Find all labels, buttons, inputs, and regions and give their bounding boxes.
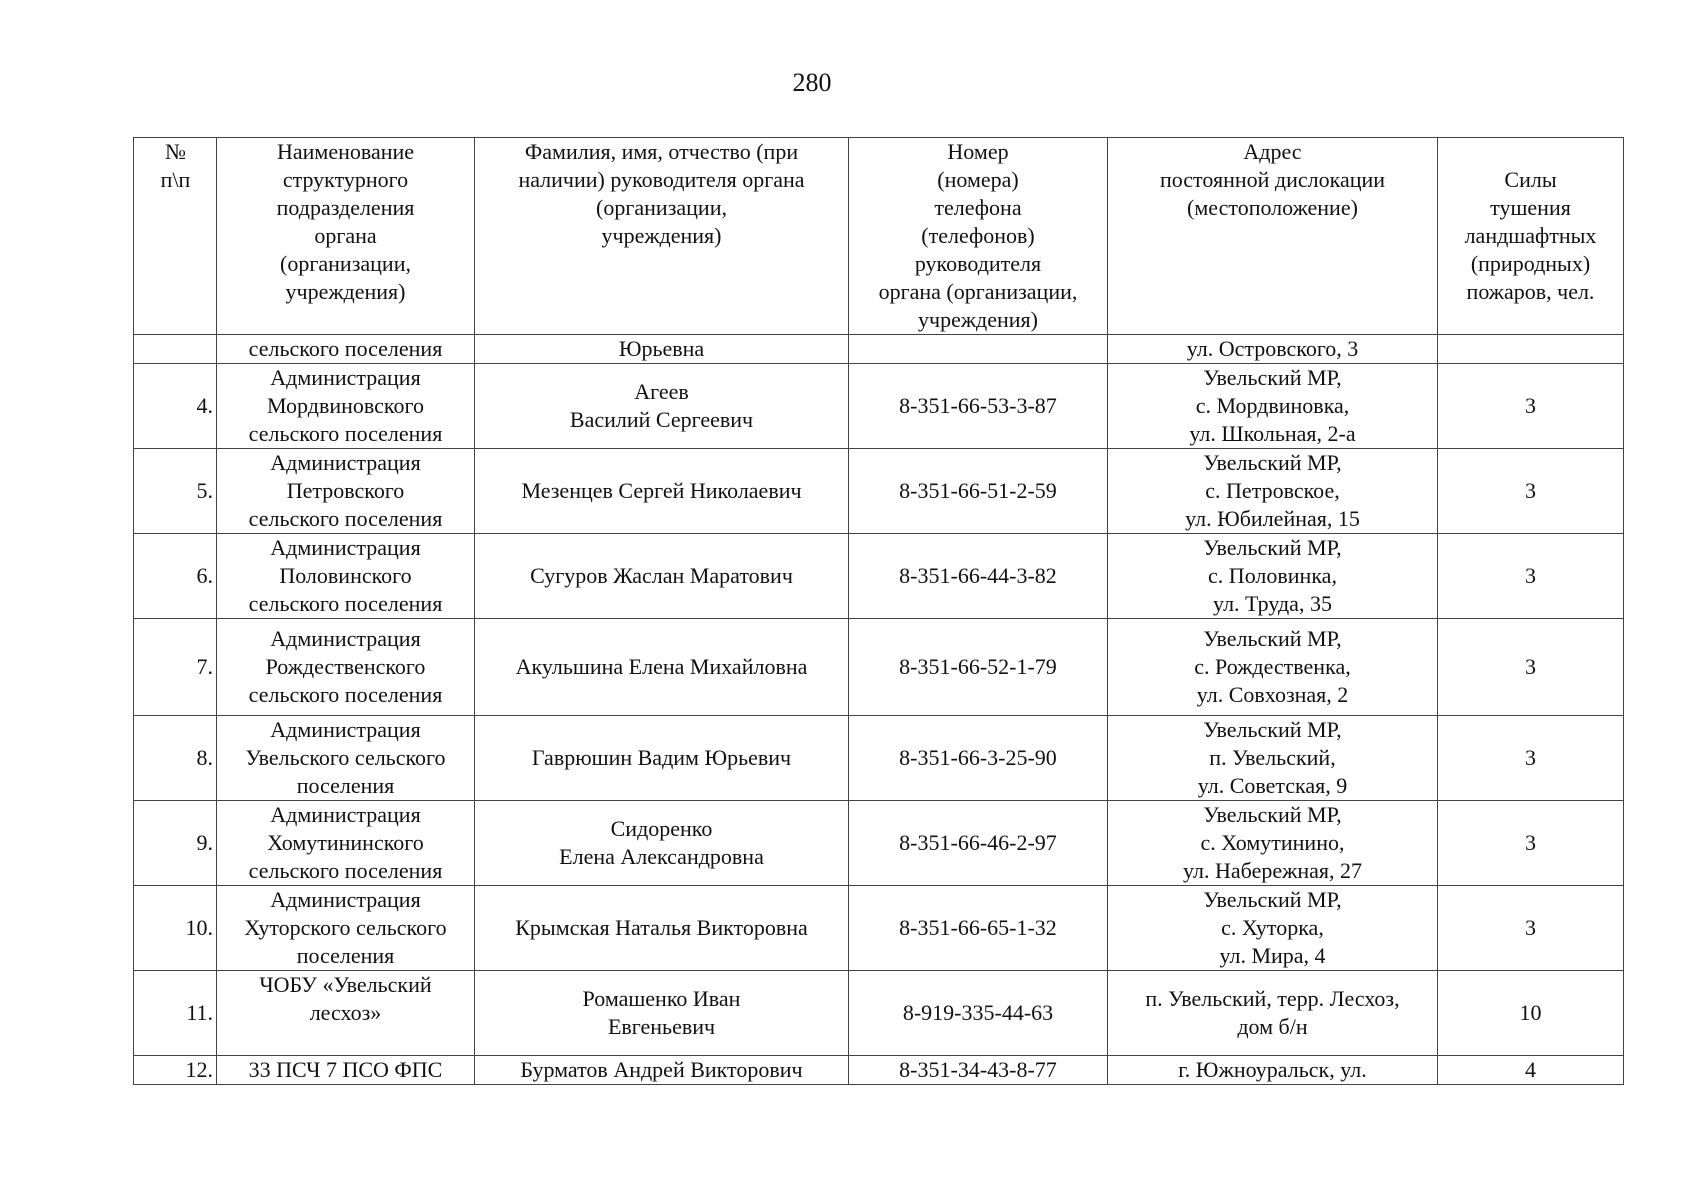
cell-head-line: Крымская Наталья Викторовна [515,915,808,940]
header-name-line: (организации, [280,251,411,276]
cell-name-line: Администрация [270,887,421,912]
cell-address [1108,971,1438,1056]
page-number: 280 [792,68,832,97]
cell-address-line: ул. Советская, 9 [1197,773,1348,798]
cell-name [217,449,475,534]
cell-address-line: Увельский МР, [1203,450,1342,475]
cell-address-line: с. Петровское, [1205,478,1340,503]
header-name-line: учреждения) [285,279,406,304]
cell-head [475,716,849,801]
cell-name-line: Хомутининского [267,830,424,855]
cell-phone [849,335,1108,364]
header-forces-line: ландшафтных [1464,223,1597,248]
cell-head [475,886,849,971]
header-num-line: № [165,139,186,164]
cell-head-line: Мезенцев Сергей Николаевич [521,478,802,503]
header-forces-line: тушения [1490,195,1571,220]
cell-name-line: Администрация [270,535,421,560]
cell-name-line: Администрация [270,365,421,390]
cell-num: 5. [134,449,217,534]
table-row [134,886,1624,971]
cell-name [217,619,475,716]
cell-name-line: сельского поселения [248,591,443,616]
table-header-row [134,138,1624,335]
cell-head [475,335,849,364]
cell-forces: 3 [1438,716,1624,801]
cell-phone: 8-351-66-46-2-97 [849,801,1108,886]
header-head-line: (организации, [596,195,727,220]
cell-name [217,534,475,619]
header-name-line: структурного [282,167,409,192]
table-row [134,801,1624,886]
header-phone [849,138,1108,335]
cell-address-line: Увельский МР, [1203,365,1342,390]
cell-forces: 10 [1438,971,1624,1056]
header-phone-line: телефона [934,195,1022,220]
cell-forces [1438,335,1624,364]
cell-phone: 8-351-66-52-1-79 [849,619,1108,716]
cell-name [217,364,475,449]
cell-name-line: Петровского [286,478,405,503]
cell-num: 8. [134,716,217,801]
cell-head-line: Василий Сергеевич [569,407,754,432]
header-address-line: Адрес [1243,139,1302,164]
header-phone-line: (телефонов) [921,223,1035,248]
header-num-line: п\п [160,167,191,192]
cell-forces: 3 [1438,801,1624,886]
cell-name-line: Хуторского сельского [244,915,447,940]
cell-head-line: Агеев [634,379,689,404]
header-address-line: (местоположение) [1187,195,1358,220]
header-head-line: Фамилия, имя, отчество (при [524,139,799,164]
header-name-line: органа [314,223,377,248]
table-row [134,335,1624,364]
cell-head-line: Евгеньевич [607,1014,716,1039]
header-phone-line: руководителя [914,251,1042,276]
cell-name-line: Администрация [270,717,421,742]
cell-address [1108,619,1438,716]
header-forces-line: (природных) [1470,251,1591,276]
units-table [133,137,1624,1085]
header-forces [1438,138,1624,335]
cell-name [217,801,475,886]
cell-head [475,364,849,449]
table-row [134,971,1624,1056]
cell-address-line: ул. Совхозная, 2 [1196,682,1349,707]
cell-address-line: с. Хомутинино, [1200,830,1345,855]
cell-head-line: Елена Александровна [559,844,764,869]
cell-address-line: с. Рождественка, [1194,654,1351,679]
cell-phone: 8-351-66-3-25-90 [849,716,1108,801]
cell-address [1108,716,1438,801]
cell-address-line: с. Хуторка, [1221,915,1324,940]
cell-name-line: лесхоз» [309,1000,382,1025]
cell-forces: 3 [1438,534,1624,619]
cell-name [217,335,475,364]
cell-name [217,886,475,971]
table-row [134,1056,1624,1085]
header-address [1108,138,1438,335]
cell-head [475,1056,849,1085]
cell-phone: 8-351-66-51-2-59 [849,449,1108,534]
cell-address [1108,364,1438,449]
cell-address-line: Увельский МР, [1203,535,1342,560]
cell-name-line: сельского поселения [248,506,443,531]
cell-phone: 8-351-34-43-8-77 [849,1056,1108,1085]
header-head [475,138,849,335]
cell-name-line: Администрация [270,802,421,827]
header-forces-line: Силы [1504,167,1557,192]
cell-address-line: ул. Островского, 3 [1186,336,1359,361]
cell-forces: 3 [1438,619,1624,716]
header-name [217,138,475,335]
header-phone-line: (номера) [937,167,1019,192]
cell-num: 11. [134,971,217,1056]
header-head-line: наличии) руководителя органа [518,167,805,192]
cell-name [217,1056,475,1085]
header-name-line: Наименование [276,139,415,164]
header-name-line: подразделения [276,195,415,220]
cell-address-line: с. Мордвиновка, [1195,393,1350,418]
cell-head-line: Акульшина Елена Михайловна [515,654,808,679]
cell-address [1108,335,1438,364]
cell-address-line: Увельский МР, [1203,717,1342,742]
cell-forces: 3 [1438,449,1624,534]
cell-name-line: Увельского сельского [245,745,446,770]
table-row [134,619,1624,716]
cell-forces: 4 [1438,1056,1624,1085]
header-phone-line: органа (организации, [878,279,1078,304]
cell-phone: 8-351-66-53-3-87 [849,364,1108,449]
cell-forces: 3 [1438,364,1624,449]
cell-head-line: Юрьевна [618,336,705,361]
cell-address [1108,1056,1438,1085]
header-phone-line: учреждения) [918,307,1038,332]
cell-name-line: Мордвиновского [267,393,424,418]
cell-address-line: ул. Мира, 4 [1219,943,1326,968]
cell-name-line: сельского поселения [248,336,443,361]
cell-address-line: г. Южноуральск, ул. [1178,1057,1367,1082]
cell-num [134,335,217,364]
cell-address-line: Увельский МР, [1203,887,1342,912]
header-forces-line: пожаров, чел. [1466,279,1595,304]
cell-num: 9. [134,801,217,886]
cell-address-line: ул. Труда, 35 [1213,591,1332,616]
cell-address-line: с. Половинка, [1208,563,1337,588]
cell-name-line: ЧОБУ «Увельский [259,972,432,997]
cell-name-line: Администрация [270,626,421,651]
cell-num: 7. [134,619,217,716]
header-num [134,138,217,335]
cell-name-line: 33 ПСЧ 7 ПСО ФПС [248,1057,443,1082]
cell-head-line: Ромашенко Иван [582,986,741,1011]
cell-head-line: Бурматов Андрей Викторович [520,1057,803,1082]
cell-address [1108,449,1438,534]
cell-address-line: п. Увельский, [1209,745,1336,770]
cell-address-line: ул. Школьная, 2-а [1189,421,1356,446]
cell-head [475,449,849,534]
cell-address-line: п. Увельский, терр. Лесхоз, [1145,986,1400,1011]
cell-name-line: Половинского [279,563,412,588]
table-row [134,449,1624,534]
cell-forces: 3 [1438,886,1624,971]
cell-num: 6. [134,534,217,619]
table-row [134,364,1624,449]
cell-address-line: Увельский МР, [1203,802,1342,827]
cell-name-line: сельского поселения [248,421,443,446]
table-row [134,716,1624,801]
cell-address [1108,534,1438,619]
table-row [134,534,1624,619]
cell-phone: 8-351-66-65-1-32 [849,886,1108,971]
cell-name-line: сельского поселения [248,858,443,883]
cell-name-line: поселения [296,943,395,968]
cell-name [217,971,475,1056]
cell-address [1108,886,1438,971]
cell-num: 12. [134,1056,217,1085]
cell-head [475,801,849,886]
cell-head [475,619,849,716]
cell-name-line: Администрация [270,450,421,475]
cell-address-line: Увельский МР, [1203,626,1342,651]
header-address-line: постоянной дислокации [1159,167,1386,192]
cell-name-line: Рождественского [265,654,426,679]
cell-address-line: ул. Юбилейная, 15 [1185,506,1360,531]
cell-name-line: поселения [296,773,395,798]
cell-head-line: Сидоренко [610,816,713,841]
cell-name [217,716,475,801]
cell-num: 10. [134,886,217,971]
cell-address-line: ул. Набережная, 27 [1183,858,1362,883]
header-phone-line: Номер [947,139,1009,164]
cell-head [475,971,849,1056]
cell-phone: 8-919-335-44-63 [849,971,1108,1056]
cell-head [475,534,849,619]
cell-head-line: Гаврюшин Вадим Юрьевич [531,745,792,770]
cell-address-line: дом б/н [1237,1014,1308,1039]
cell-num: 4. [134,364,217,449]
header-head-line: учреждения) [601,223,722,248]
cell-phone: 8-351-66-44-3-82 [849,534,1108,619]
cell-head-line: Сугуров Жаслан Маратович [530,563,793,588]
cell-name-line: сельского поселения [248,682,443,707]
cell-address [1108,801,1438,886]
